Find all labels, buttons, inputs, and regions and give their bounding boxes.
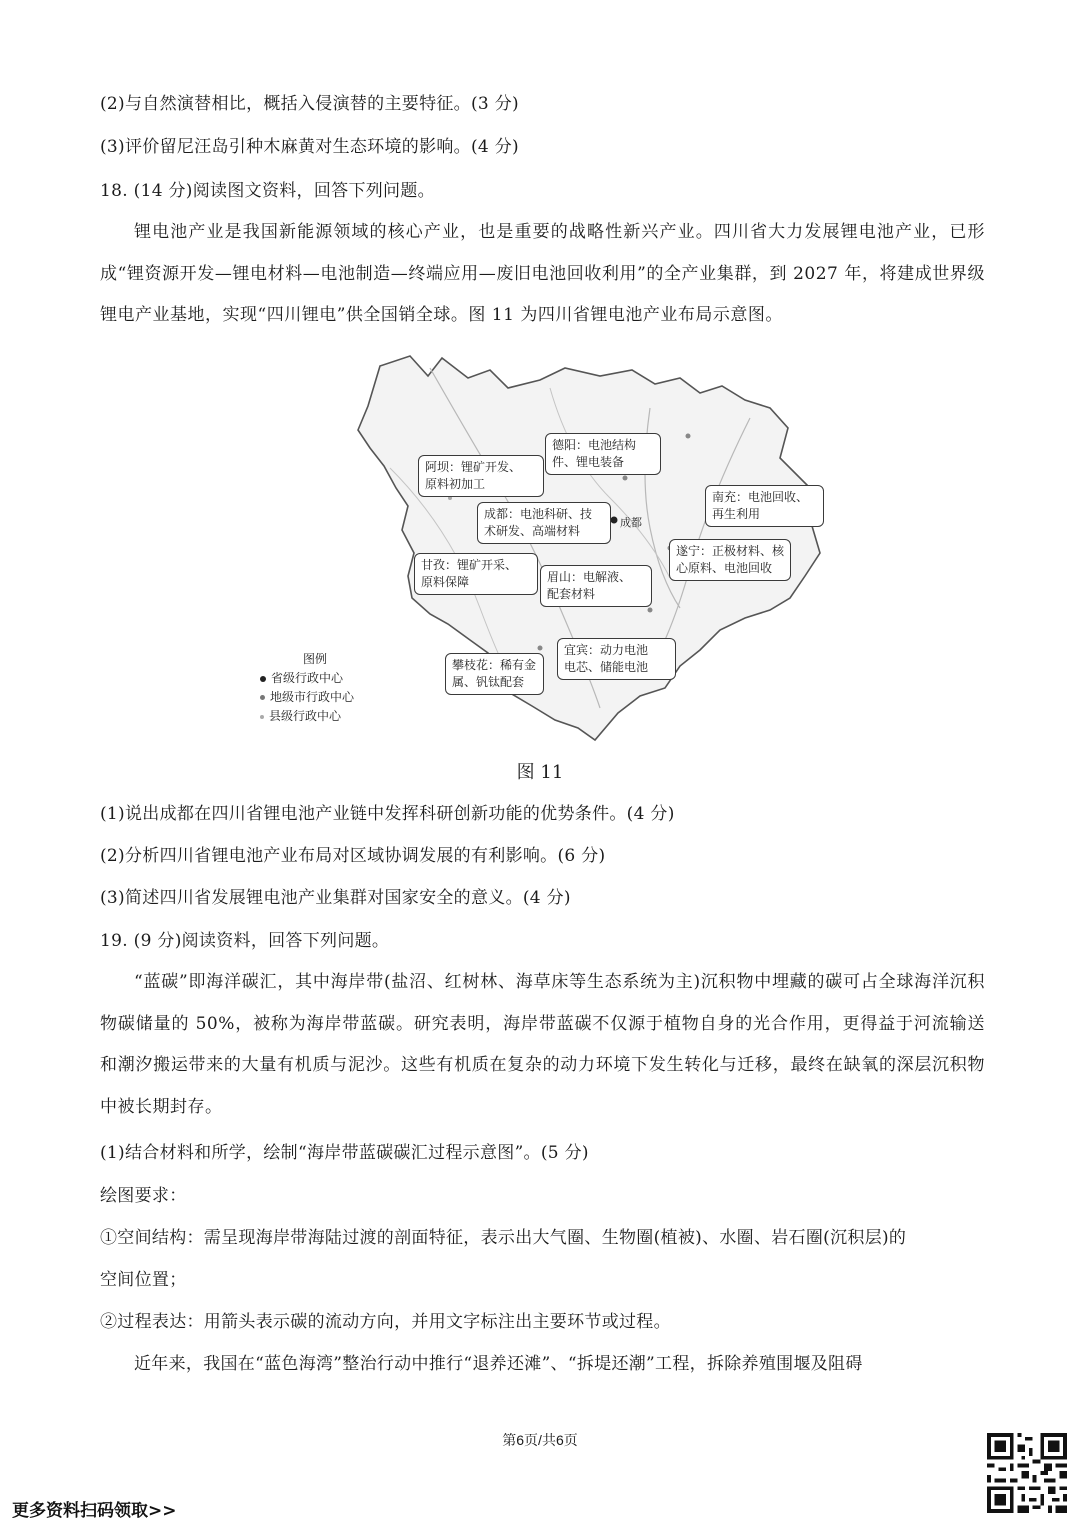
legend-title: 图例 xyxy=(302,652,327,666)
callout-panzhihua: 攀枝花：稀有金 属、钒钛配套 xyxy=(445,653,544,695)
q19-req-title: 绘图要求： xyxy=(100,1186,187,1206)
city-marker xyxy=(611,517,618,524)
q18-heading: 18. (14 分)阅读图文资料，回答下列问题。 xyxy=(100,181,435,201)
q17-sub2: (2)与自然演替相比，概括入侵演替的主要特征。(3 分) xyxy=(100,94,519,114)
q19-req2: ②过程表达：用箭头表示碳的流动方向，并用文字标注出主要环节或过程。 xyxy=(100,1312,671,1332)
city-marker xyxy=(648,608,653,613)
prefecture-center-icon xyxy=(260,695,265,700)
q18-sub2: (2)分析四川省锂电池产业布局对区域协调发展的有利影响。(6 分) xyxy=(100,846,606,866)
county-center-icon xyxy=(260,715,264,719)
q19-heading: 19. (9 分)阅读资料，回答下列问题。 xyxy=(100,931,390,951)
callout-deyang: 德阳：电池结构 件、锂电装备 xyxy=(545,433,661,475)
figure-caption: 图 11 xyxy=(516,762,564,783)
callout-aba: 阿坝：锂矿开发、 原料初加工 xyxy=(418,455,544,497)
q18-sub1: (1)说出成都在四川省锂电池产业链中发挥科研创新功能的优势条件。(4 分) xyxy=(100,804,675,824)
q19-req1-line1: ①空间结构：需呈现海岸带海陆过渡的剖面特征，表示出大气圈、生物圈(植被)、水圈、岩石圈(沉积层)的 xyxy=(100,1228,907,1248)
q17-sub3: (3)评价留尼汪岛引种木麻黄对生态环境的影响。(4 分) xyxy=(100,137,519,157)
q18-paragraph: 锂电池产业是我国新能源领域的核心产业，也是重要的战略性新兴产业。四川省大力发展锂电池产业，已形成“锂资源开发—锂电材料—电池制造—终端应用—废旧电池回收利用”的全产业集群，到 2027 年，将建成世界级锂电产业基地，实现“四川锂电”供全国销全球。图 11 为四川省锂电池产业布局示意图。 xyxy=(100,222,985,325)
q19-req1-line2: 空间位置； xyxy=(100,1270,187,1290)
legend-label: 地级市行政中心 xyxy=(270,690,355,704)
q19-sub1: (1)结合材料和所学，绘制“海岸带蓝碳碳汇过程示意图”。(5 分) xyxy=(100,1143,589,1163)
legend-label: 县级行政中心 xyxy=(269,709,342,723)
legend-row xyxy=(260,669,370,688)
q19-para2: 近年来，我国在“蓝色海湾”整治行动中推行“退养还滩”、“拆堤还潮”工程，拆除养殖围堰及阻碍 xyxy=(134,1354,863,1374)
qr-code-icon[interactable] xyxy=(987,1433,1067,1513)
legend-label: 省级行政中心 xyxy=(271,671,344,685)
page-number: 第6页/共6页 xyxy=(502,1432,578,1448)
more-resources-link[interactable]: 更多资料扫码领取>> xyxy=(12,1501,177,1521)
callout-yibin: 宜宾：动力电池 电芯、储能电池 xyxy=(557,638,676,680)
legend-row xyxy=(260,688,370,707)
q18-sub3: (3)简述四川省发展锂电池产业集群对国家安全的意义。(4 分) xyxy=(100,888,571,908)
city-marker xyxy=(686,434,691,439)
callout-meishan: 眉山：电解液、 配套材料 xyxy=(540,565,652,607)
callout-nanchong: 南充：电池回收、 再生利用 xyxy=(705,485,824,527)
q19-paragraph: “蓝碳”即海洋碳汇，其中海岸带(盐沼、红树林、海草床等生态系统为主)沉积物中埋藏的碳可占全球海洋沉积物碳储量的 50%，被称为海岸带蓝碳。研究表明，海岸带蓝碳不仅源于植物自身的光合作用，更得益于河流输送和潮汐搬运带来的大量有机质与泥沙。这些有机质在复杂的动力环境下发生转化与迁移，最终在缺氧的深层沉积物中被长期封存。 xyxy=(100,972,985,1117)
map-legend xyxy=(260,650,370,726)
city-label-chengdu: 成都 xyxy=(620,516,642,529)
provincial-center-icon xyxy=(260,676,266,682)
legend-row xyxy=(260,707,370,726)
callout-suining: 遂宁：正极材料、核 心原料、电池回收 xyxy=(669,539,791,581)
city-marker xyxy=(623,476,628,481)
callout-chengdu: 成都：电池科研、技 术研发、高端材料 xyxy=(477,502,611,544)
callout-ganzi: 甘孜：锂矿开采、 原料保障 xyxy=(414,553,538,595)
city-marker xyxy=(538,646,543,651)
